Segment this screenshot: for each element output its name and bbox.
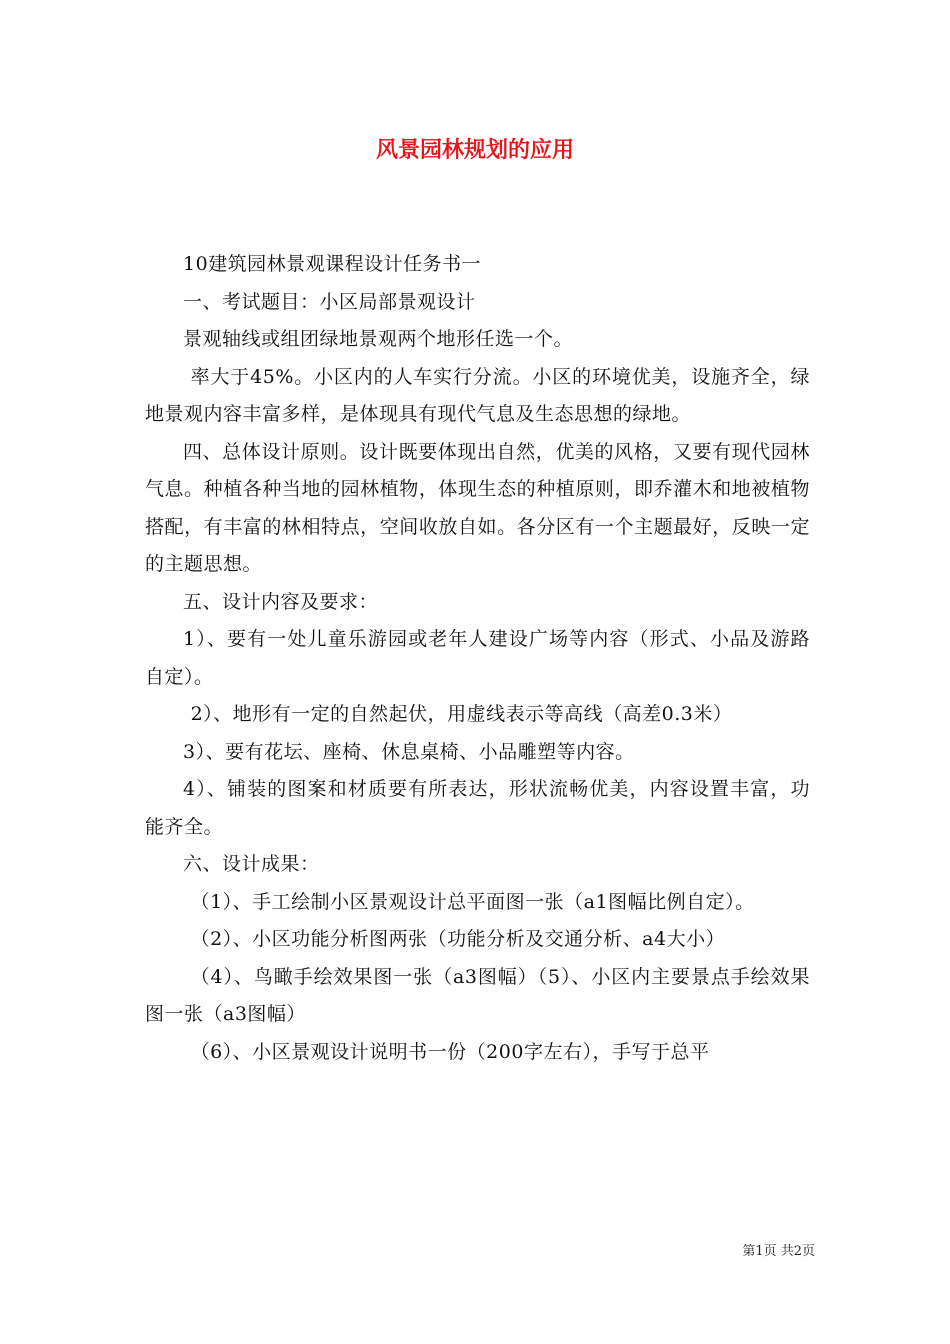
- paragraph: （1）、手工绘制小区景观设计总平面图一张（a1图幅比例自定）。: [190, 890, 755, 913]
- paragraph: （2）、小区功能分析图两张（功能分析及交通分析、a4大小）: [190, 928, 726, 950]
- paragraph: 10建筑园林景观课程设计任务书一: [183, 253, 482, 275]
- paragraph: 景观轴线或组团绿地景观两个地形任选一个。: [183, 328, 574, 350]
- paragraph: 2）、地形有一定的自然起伏，用虚线表示等高线（高差0.3米）: [190, 703, 733, 725]
- paragraph: 率大于45%。小区内的人车实行分流。小区的环境优美，设施齐全，绿地景观内容丰富多样，是体现具有现代气息及生态思想的绿地。: [145, 365, 810, 425]
- page-number: 第1页 共2页: [742, 1244, 815, 1259]
- document-title: 风景园林规划的应用: [375, 137, 574, 163]
- document-body: [145, 246, 810, 1071]
- paragraph: 四、总体设计原则。设计既要体现出自然，优美的风格，又要有现代园林气息。种植各种当地的园林植物，体现生态的种植原则，即乔灌木和地被植物搭配，有丰富的林相特点，空间收放自如。各分区有一个主题最好，反映一定的主题思想。: [145, 440, 810, 575]
- paragraph: 3）、要有花坛、座椅、休息桌椅、小品雕塑等内容。: [183, 740, 635, 763]
- paragraph: 五、设计内容及要求：: [183, 590, 379, 613]
- paragraph: 1）、要有一处儿童乐游园或老年人建设广场等内容（形式、小品及游路自定）。: [145, 628, 810, 688]
- paragraph: （6）、小区景观设计说明书一份（200字左右），手写于总平: [190, 1040, 710, 1063]
- paragraph: （4）、鸟瞰手绘效果图一张（a3图幅）（5）、小区内主要景点手绘效果图一张（a3图幅）: [145, 965, 810, 1025]
- paragraph: 一、考试题目：小区局部景观设计: [183, 290, 476, 313]
- paragraph: 4）、铺装的图案和材质要有所表达，形状流畅优美，内容设置丰富，功能齐全。: [145, 778, 810, 838]
- paragraph: 六、设计成果：: [183, 853, 320, 875]
